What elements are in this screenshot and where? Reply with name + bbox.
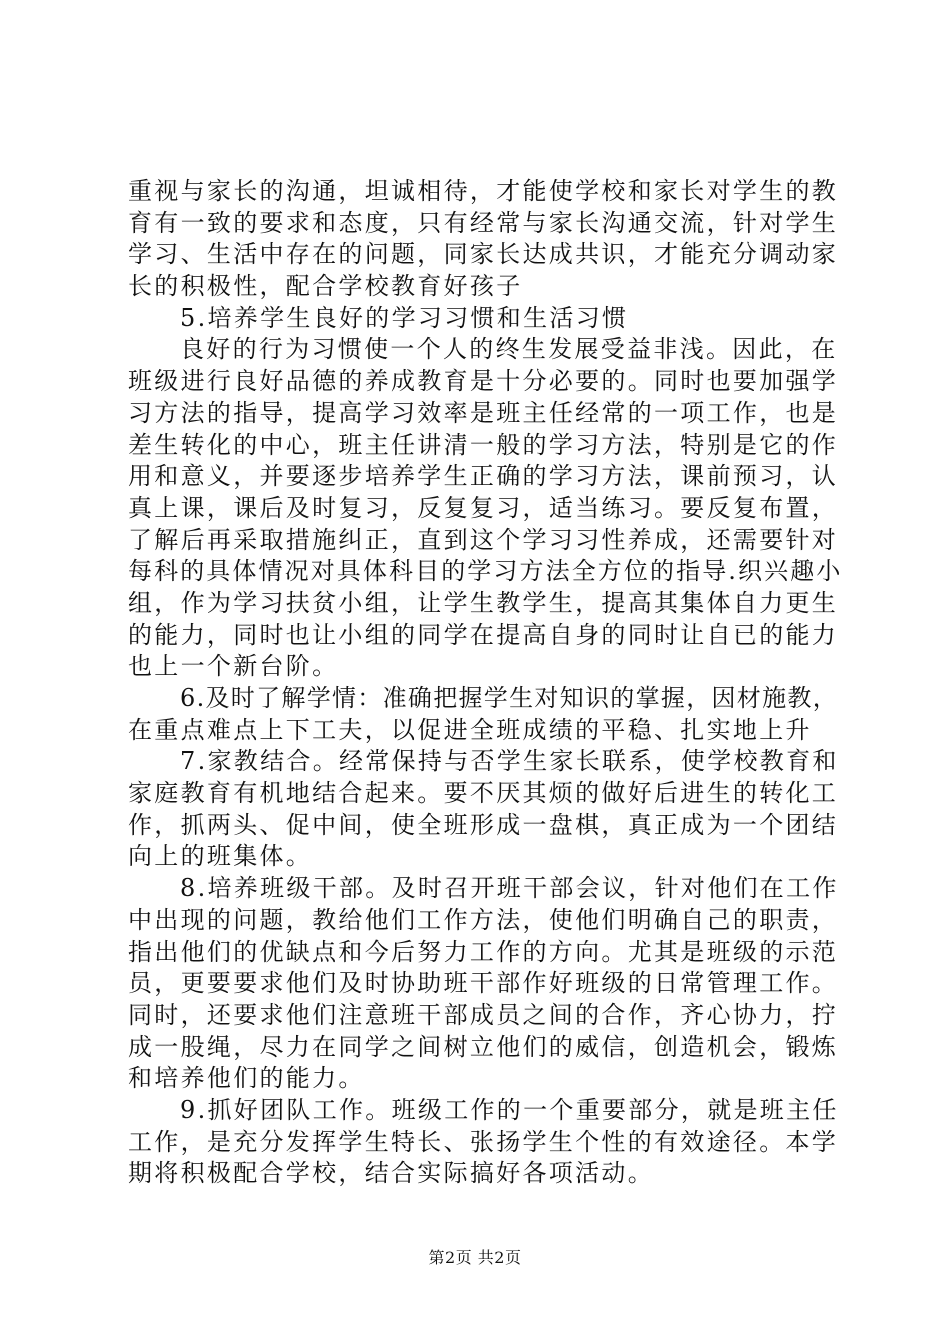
text-line: 员，更要要求他们及时协助班干部作好班级的日常管理工作。 <box>128 969 839 998</box>
text-line: 每科的具体情况对具体科目的学习方法全方位的指导.织兴趣小 <box>128 557 843 586</box>
text-line: 期将积极配合学校，结合实际搞好各项活动。 <box>128 1159 654 1188</box>
text-line: 指出他们的优缺点和今后努力工作的方向。尤其是班级的示范 <box>128 937 839 966</box>
text-line: 组，作为学习扶贫小组，让学生教学生，提高其集体自力更生 <box>128 588 839 617</box>
text-line: 8.培养班级干部。及时召开班干部会议，针对他们在工作 <box>180 874 839 903</box>
text-line: 学习、生活中存在的问题，同家长达成共识，才能充分调动家 <box>128 240 839 269</box>
text-line: 真上课，课后及时复习，反复复习，适当练习。要反复布置， <box>128 493 839 522</box>
text-line: 中出现的问题，教给他们工作方法，使他们明确自己的职责， <box>128 905 839 934</box>
text-line: 的能力，同时也让小组的同学在提高自身的同时让自已的能力 <box>128 620 839 649</box>
text-line: 良好的行为习惯使一个人的终生发展受益非浅。因此，在 <box>180 335 838 364</box>
text-line: 7.家教结合。经常保持与否学生家长联系，使学校教育和 <box>180 747 839 776</box>
text-line: 了解后再采取措施纠正，直到这个学习习性养成，还需要针对 <box>128 525 839 554</box>
text-line: 在重点难点上下工夫，以促进全班成绩的平稳、扎实地上升 <box>128 715 812 744</box>
text-line: 工作，是充分发挥学生特长、张扬学生个性的有效途径。本学 <box>128 1127 839 1156</box>
text-line: 用和意义，并要逐步培养学生正确的学习方法，课前预习，认 <box>128 462 839 491</box>
text-line: 作，抓两头、促中间，使全班形成一盘棋，真正成为一个团结 <box>128 810 839 839</box>
text-line: 差生转化的中心，班主任讲清一般的学习方法，特别是它的作 <box>128 430 839 459</box>
document-body <box>128 176 842 1190</box>
text-line: 同时，还要求他们注意班干部成员之间的合作，齐心协力，拧 <box>128 1000 839 1029</box>
text-line: 5.培养学生良好的学习习惯和生活习惯 <box>180 303 629 332</box>
text-line: 也上一个新台阶。 <box>128 652 339 681</box>
page-footer: 第2页 共2页 <box>428 1248 522 1267</box>
text-line: 9.抓好团队工作。班级工作的一个重要部分，就是班主任 <box>180 1095 839 1124</box>
text-line: 长的积极性，配合学校教育好孩子 <box>128 272 523 301</box>
text-line: 育有一致的要求和态度，只有经常与家长沟通交流，针对学生 <box>128 208 839 237</box>
text-line: 成一股绳，尽力在同学之间树立他们的威信，创造机会，锻炼 <box>128 1032 839 1061</box>
text-line: 习方法的指导，提高学习效率是班主任经常的一项工作，也是 <box>128 398 839 427</box>
text-line: 重视与家长的沟通，坦诚相待，才能使学校和家长对学生的教 <box>128 177 839 205</box>
text-line: 向上的班集体。 <box>128 842 313 871</box>
text-line: 和培养他们的能力。 <box>128 1064 365 1093</box>
text-line: 班级进行良好品德的养成教育是十分必要的。同时也要加强学 <box>128 367 839 396</box>
text-line: 6.及时了解学情：准确把握学生对知识的掌握，因材施教， <box>180 684 838 712</box>
text-line: 家庭教育有机地结合起来。要不厌其烦的做好后进生的转化工 <box>128 779 839 808</box>
